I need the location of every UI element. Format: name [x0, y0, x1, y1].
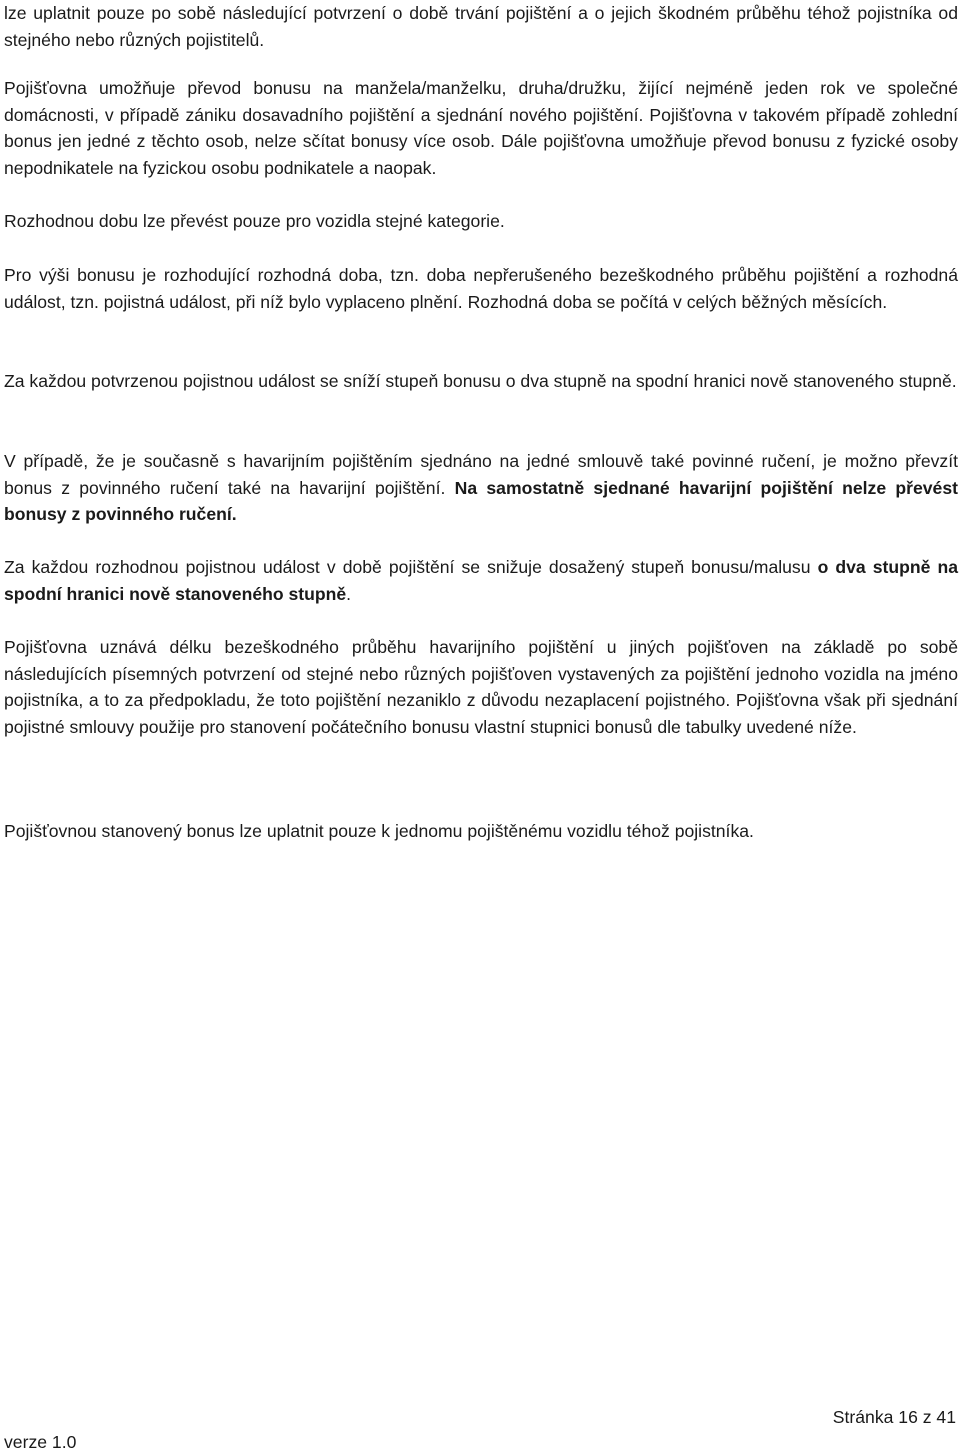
- paragraph-vehicle-category: Rozhodnou dobu lze převést pouze pro vozidla stejné kategorie.: [4, 211, 505, 231]
- paragraph-decisive-claim-normal: Za každou rozhodnou pojistnou událost v době pojištění se snižuje dosažený stupeň bonusu/malusu: [4, 557, 818, 577]
- paragraph-decisive-period-part-b: doba nepřerušeného bezeškodného průběhu pojištění a rozhodná událost, tzn. pojistná událost, při níž bylo vyplaceno plnění.: [4, 265, 959, 312]
- paragraph-previous-confirmations: lze uplatnit pouze po sobě následující potvrzení o době trvání pojištění a o jejich škodném průběhu téhož pojistníka od stejného nebo různých pojistitelů.: [4, 3, 958, 50]
- paragraph-havarijni-transfer-bold: Na samostatně sjednané havarijní pojištění nelze převést bonusy z povinného ručení.: [4, 477, 958, 524]
- paragraph-decisive-period-part-a: Pro výši bonusu je rozhodující rozhodná doba, tzn.: [4, 265, 419, 285]
- paragraph-other-insurers-part-a: Pojišťovna uznává délku bezeškodného průběhu havarijního pojištění u jiných pojišťoven na základě po sobě následujících písemných potvrzení od stejné nebo různých pojišťoven vystavených za pojištění jednoho vozidla na jméno pojistníka, a to za předpokladu, že toto pojištění nezaniklo z důvodu nezaplacení pojistného.: [4, 637, 958, 710]
- paragraph-decisive-period-part-c: Rozhodná doba se počítá v celých běžných měsících.: [462, 291, 888, 312]
- paragraph-other-insurers: [4, 634, 958, 740]
- paragraph-bonus-transfer-part-a: Pojišťovna umožňuje převod bonusu na manžela/manželku, druha/družku, žijící nejméně jeden rok ve společné domácnosti, v případě zániku dosavadního pojištění a sjednání nového pojištění.: [4, 78, 958, 125]
- paragraph-havarijni-transfer-normal: V případě, že je současně s havarijním pojištěním sjednáno na jedné smlouvě také povinné ručení, je možno převzít bonus z povinného ručení také na havarijní pojištění.: [4, 451, 958, 498]
- paragraph-confirmed-claim: Za každou potvrzenou pojistnou událost se sníží stupeň bonusu o dva stupně na spodní hranici nově stanoveného stupně.: [4, 371, 957, 391]
- paragraph-decisive-claim-bold: o dva stupně na spodní hranici nově stanoveného stupně: [4, 557, 958, 604]
- paragraph-decisive-claim: [4, 554, 958, 607]
- paragraph-decisive-period: [4, 262, 958, 315]
- document-version: verze 1.0: [4, 1432, 77, 1452]
- paragraph-bonus-transfer-part-b: Pojišťovna v takovém případě zohlední bonus jen jedné z těchto osob, nelze sčítat bonusy více osob.: [4, 104, 958, 151]
- paragraph-other-insurers-part-b: Pojišťovna však při sjednání pojistné smlouvy použije pro stanovení počátečního bonusu vlastní stupnici bonusů dle tabulky uvedené níže.: [4, 690, 958, 737]
- paragraph-single-vehicle: Pojišťovnou stanovený bonus lze uplatnit pouze k jednomu pojištěnému vozidlu téhož pojistníka.: [4, 821, 754, 841]
- page-number: Stránka 16 z 41: [832, 1407, 956, 1427]
- paragraph-bonus-transfer-part-c: Dále pojišťovna umožňuje převod bonusu z fyzické osoby nepodnikatele na fyzickou osobu podnikatele a naopak.: [4, 131, 958, 178]
- paragraph-havarijni-transfer: [4, 448, 958, 528]
- paragraph-bonus-transfer: [4, 75, 958, 181]
- paragraph-decisive-claim-end: .: [346, 583, 352, 604]
